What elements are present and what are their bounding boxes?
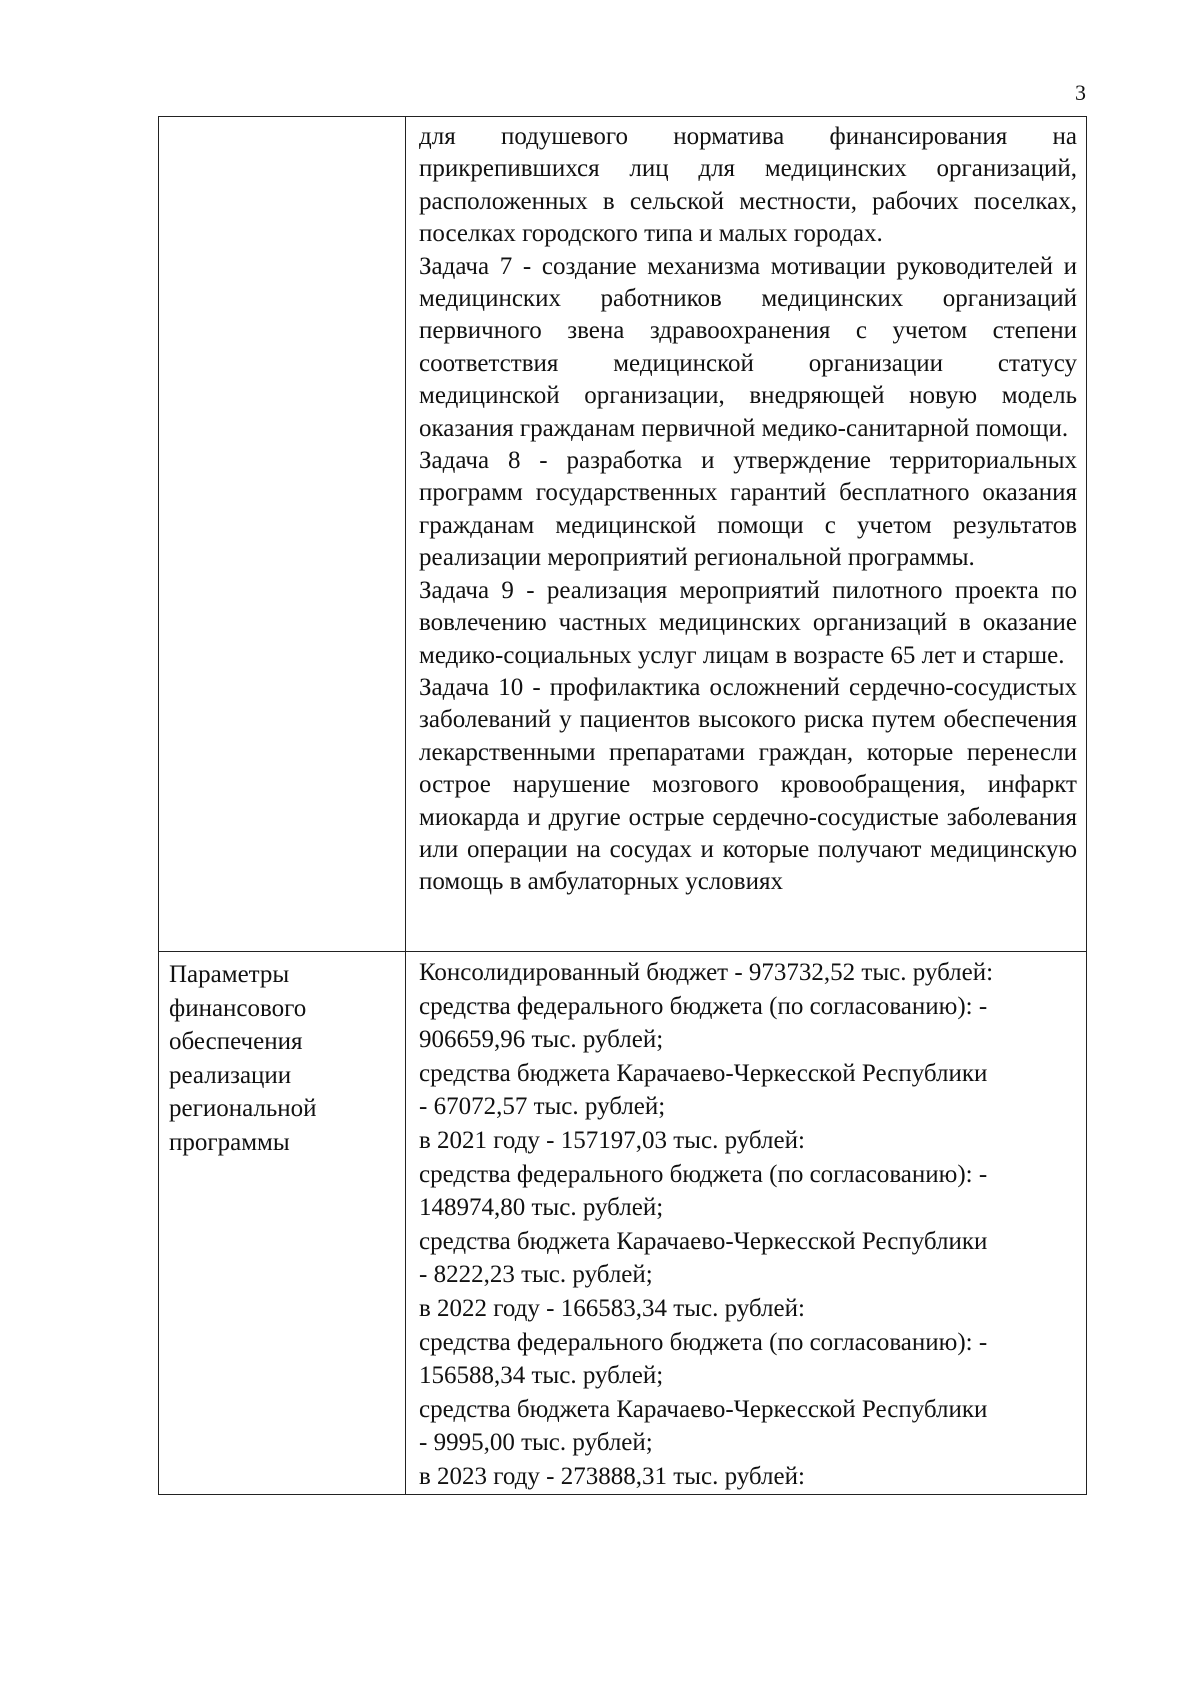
- financing-label-line: программы: [169, 1128, 290, 1156]
- financing-label: [159, 952, 405, 1159]
- financing-line: средства федерального бюджета (по согласованию): -: [419, 992, 988, 1020]
- financing-label-line: Параметры: [169, 961, 290, 988]
- program-passport-table: [158, 116, 1087, 1495]
- financing-line: - 9995,00 тыс. рублей;: [419, 1429, 653, 1457]
- financing-line: в 2023 году - 273888,31 тыс. рублей:: [419, 1462, 805, 1490]
- financing-line: Консолидированный бюджет - 973732,52 тыс. рублей:: [419, 959, 994, 986]
- tasks-text: [406, 117, 1086, 899]
- task-paragraph-10: Задача 10 - профилактика осложнений сердечно-сосудистых заболеваний у пациентов высокого риска путем обеспечения лекарственными препаратами граждан, которые перенесли острое нарушение мозгового кровообращения, инфаркт миокарда и другие острые сердечно-сосудистые заболевания или операции на сосудах и которые получают медицинскую помощь в амбулаторных условиях: [419, 673, 1077, 896]
- financing-line: 156588,34 тыс. рублей;: [419, 1362, 664, 1390]
- task-paragraph-continuation: для подушевого норматива финансирования на прикрепившихся лиц для медицинских организаций, расположенных в сельской местности, рабочих поселках, поселках городского типа и малых городах.: [419, 123, 1077, 248]
- financing-line: средства федерального бюджета (по согласованию): -: [419, 1328, 988, 1356]
- table-row-financing: [159, 952, 1087, 1495]
- tasks-content-cell: [406, 117, 1087, 952]
- financing-label-line: региональной: [169, 1095, 317, 1122]
- financing-line: средства бюджета Карачаево-Черкесской Республики: [419, 1395, 988, 1423]
- financing-content-cell: [406, 952, 1087, 1495]
- financing-label-line: обеспечения: [169, 1028, 303, 1055]
- financing-line: в 2022 году - 166583,34 тыс. рублей:: [419, 1294, 805, 1322]
- financing-line: - 67072,57 тыс. рублей;: [419, 1093, 666, 1121]
- task-paragraph-8: Задача 8 - разработка и утверждение территориальных программ государственных гарантий бесплатного оказания гражданам медицинской помощи с учетом результатов реализации мероприятий региональной программы.: [419, 447, 1077, 572]
- financing-line: 148974,80 тыс. рублей;: [419, 1194, 664, 1222]
- financing-line: 906659,96 тыс. рублей;: [419, 1026, 664, 1054]
- task-paragraph-9: Задача 9 - реализация мероприятий пилотного проекта по вовлечению частных медицинских организаций в оказание медико-социальных услуг лицам в возрасте 65 лет и старше.: [419, 576, 1077, 669]
- financing-label-line: финансового: [169, 994, 307, 1022]
- tasks-label: [159, 117, 405, 123]
- page-number: 3: [1075, 80, 1086, 105]
- financing-line: в 2021 году - 157197,03 тыс. рублей:: [419, 1126, 805, 1154]
- financing-label-cell: [159, 952, 406, 1495]
- financing-text: [406, 952, 1086, 1494]
- financing-label-line: реализации: [169, 1061, 292, 1089]
- financing-line: - 8222,23 тыс. рублей;: [419, 1261, 653, 1289]
- financing-line: средства федерального бюджета (по согласованию): -: [419, 1160, 988, 1188]
- task-paragraph-7: Задача 7 - создание механизма мотивации руководителей и медицинских работников медицинских организаций первичного звена здравоохранения с учетом степени соответствия медицинской организации статусу медицинской организации, внедряющей новую модель оказания гражданам первичной медико-санитарной помощи.: [419, 252, 1077, 442]
- tasks-label-cell: [159, 117, 406, 952]
- financing-line: средства бюджета Карачаево-Черкесской Республики: [419, 1059, 988, 1087]
- table-row-tasks: [159, 117, 1087, 952]
- financing-line: средства бюджета Карачаево-Черкесской Республики: [419, 1227, 988, 1255]
